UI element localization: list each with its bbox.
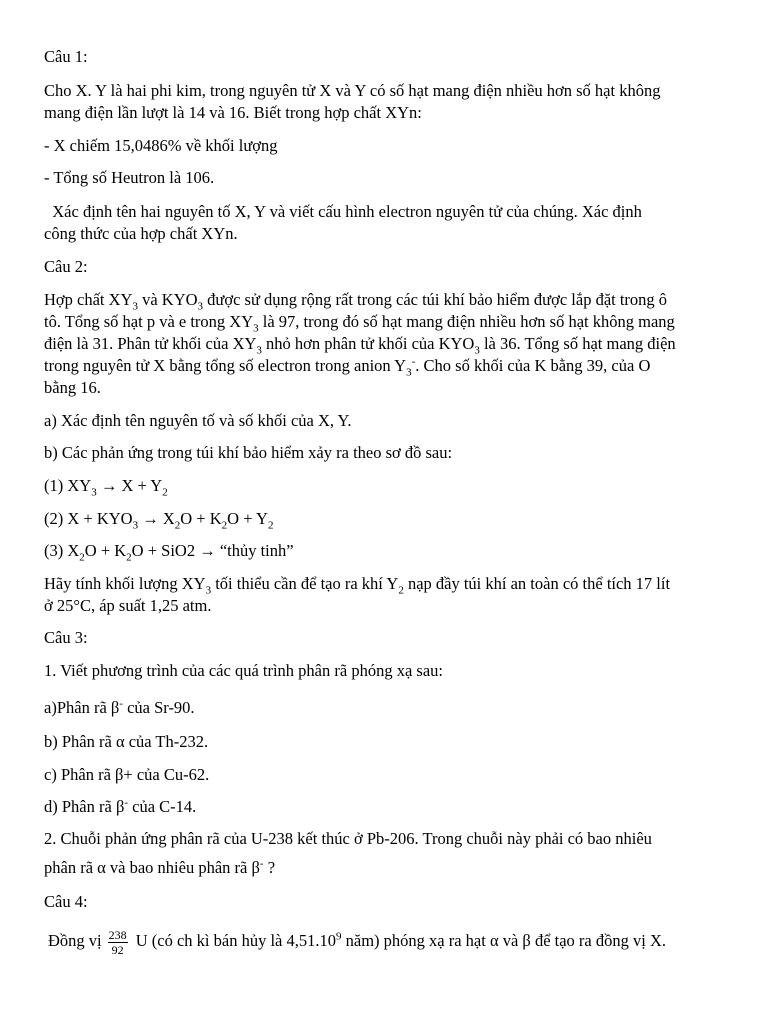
q2-line-5: bằng 16.	[44, 378, 101, 397]
q3-item-b: b) Phân rã α của Th-232.	[44, 732, 209, 751]
q1-heading: Câu 1:	[44, 47, 88, 66]
q2-reaction-1: (1) $XY_3 \to X + Y_2$	[44, 476, 168, 499]
q2-part-b: b) Các phản ứng trong túi khí bảo hiểm xảy ra theo sơ đồ sau:	[44, 443, 453, 462]
q3-part2-line-1: 2. Chuỗi phản ứng phân rã của U-238 kết thúc ở Pb-206. Trong chuỗi này phải có bao nhiêu	[44, 829, 652, 848]
uranium-isotope-notation	[108, 928, 128, 957]
q4-heading: Câu 4:	[44, 892, 88, 911]
q1-paragraph-line-1: Cho X. Y là hai phi kim, trong nguyên tử X và Y có số hạt mang điện nhiều hơn số hạt không	[44, 81, 661, 100]
q3-intro: 1. Viết phương trình của các quá trình phân rã phóng xạ sau:	[44, 661, 443, 680]
q1-task-line-2: công thức của hợp chất XYn.	[44, 224, 238, 243]
q2-reaction-2: (2) $X + KYO_3 \to X_2O + K_2O + Y_2$	[44, 509, 274, 532]
q3-part2-line-2: phân rã α và bao nhiêu phân rã β- ?	[44, 857, 276, 877]
q2-part-a: a) Xác định tên nguyên tố và số khối của X, Y.	[44, 411, 352, 430]
q1-bullet-2: - Tổng số Heutron là 106.	[44, 168, 215, 187]
q2-heading: Câu 2:	[44, 257, 88, 276]
q1-paragraph-line-2: mang điện lần lượt là 14 và 16. Biết trong hợp chất XYn:	[44, 103, 422, 122]
q3-heading: Câu 3:	[44, 628, 88, 647]
q2-line-1: Hợp chất $XY_3$ và $KYO_3$ được sử dụng rộng rất trong các túi khí bảo hiểm được lắp đặt trong ô	[44, 290, 668, 313]
q3-item-a: a)Phân rã β- của Sr-90.	[44, 697, 195, 717]
atomic-number: 92	[111, 942, 124, 957]
q2-reaction-3: (3) $X_2O + K_2O + SiO2$ → “thủy tinh”	[44, 541, 294, 564]
q3-item-d: d) Phân rã β- của C-14.	[44, 796, 197, 816]
q2-line-4: trong nguyên tử X bằng tổng số electron trong anion $Y_3^-$. Cho số khối của K bằng 39, của O	[44, 355, 651, 379]
q2-question-line-1: Hãy tính khối lượng $XY_3$ tối thiểu cần để tạo ra khí $Y_2$ nạp đầy túi khí an toàn có thể tích 17 lít	[44, 574, 671, 597]
q2-question-line-2: ở 25°C, áp suất 1,25 atm.	[44, 596, 212, 615]
mass-number: 238	[108, 927, 127, 942]
q1-bullet-1: - X chiếm 15,0486% về khối lượng	[44, 136, 278, 155]
q2-line-2: tô. Tổng số hạt p và e trong $XY_3$ là 97, trong đó số hạt mang điện nhiều hơn số hạt không mang	[44, 312, 675, 335]
q1-task-line-1: Xác định tên hai nguyên tố X, Y và viết cấu hình electron nguyên tử của chúng. Xác định	[44, 202, 642, 221]
q3-item-c: c) Phân rã β+ của Cu-62.	[44, 765, 210, 784]
q2-line-3: điện là 31. Phân tử khối của $XY_3$ nhỏ hơn phân tử khối của $KYO_3$ là 36. Tổng số hạt mang điện	[44, 334, 676, 357]
q4-statement: Đồng vị $\frac{238}{92}$ U (có ch kì bán hủy là 4,51.10$^9$ năm) phóng xạ ra hạt α và β để tạo ra đồng vị X.	[48, 927, 666, 957]
